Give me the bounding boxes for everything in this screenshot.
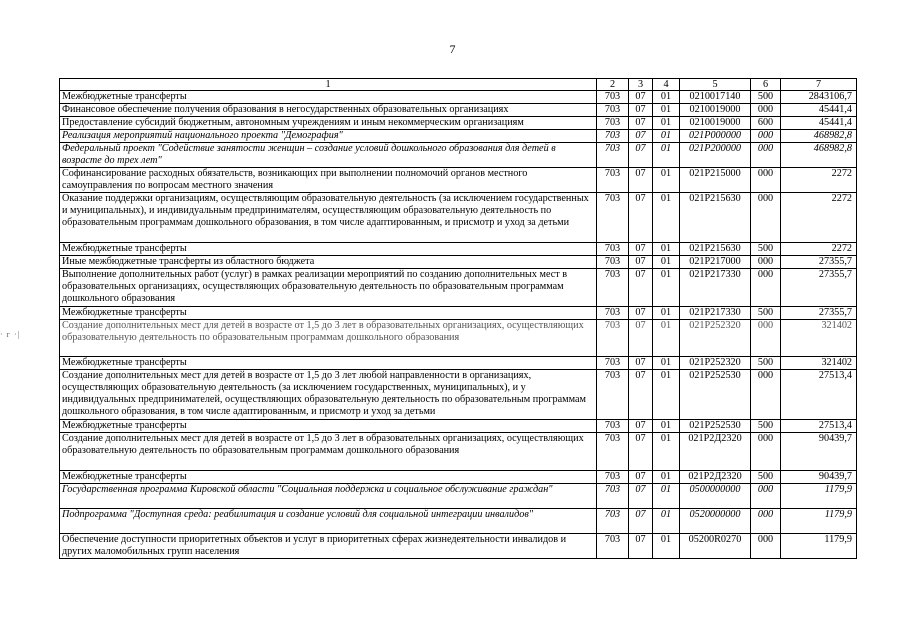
- code-5-cell: 021P000000: [680, 130, 751, 143]
- header-cell: 7: [781, 79, 857, 91]
- table-row: [60, 143, 857, 168]
- code-4-cell: 01: [653, 256, 680, 269]
- code-4-cell: 01: [653, 420, 680, 433]
- code-2-cell: 703: [597, 104, 629, 117]
- code-4-cell: 01: [653, 534, 680, 559]
- amount-cell: 2272: [781, 243, 857, 256]
- code-4-cell: 01: [653, 117, 680, 130]
- code-3-cell: 07: [629, 420, 653, 433]
- code-3-cell: 07: [629, 168, 653, 193]
- code-2-cell: 703: [597, 243, 629, 256]
- code-3-cell: 07: [629, 534, 653, 559]
- amount-cell: 468982,8: [781, 143, 857, 168]
- table-row: [60, 433, 857, 471]
- code-5-cell: 021P252530: [680, 370, 751, 420]
- code-3-cell: 07: [629, 143, 653, 168]
- row-name-cell: Иные межбюджетные трансферты из областного бюджета: [60, 256, 597, 269]
- code-6-cell: 000: [751, 168, 781, 193]
- code-2-cell: 703: [597, 433, 629, 471]
- code-5-cell: 021P2Д2320: [680, 433, 751, 471]
- code-3-cell: 07: [629, 370, 653, 420]
- code-5-cell: 0520000000: [680, 509, 751, 534]
- code-6-cell: 500: [751, 420, 781, 433]
- code-5-cell: 0210017140: [680, 91, 751, 104]
- row-name-cell: Подпрограмма "Доступная среда: реабилитация и создание условий для социальной интеграции инвалидов": [60, 509, 597, 534]
- code-2-cell: 703: [597, 534, 629, 559]
- amount-cell: 468982,8: [781, 130, 857, 143]
- code-5-cell: 0210019000: [680, 117, 751, 130]
- amount-cell: 45441,4: [781, 117, 857, 130]
- table-row: [60, 117, 857, 130]
- page-number: 7: [449, 42, 456, 56]
- code-6-cell: 000: [751, 269, 781, 307]
- code-2-cell: 703: [597, 256, 629, 269]
- amount-cell: 27355,7: [781, 307, 857, 320]
- amount-cell: 45441,4: [781, 104, 857, 117]
- code-5-cell: 021P215000: [680, 168, 751, 193]
- code-2-cell: 703: [597, 307, 629, 320]
- code-3-cell: 07: [629, 433, 653, 471]
- amount-cell: 1179,9: [781, 484, 857, 509]
- row-name-cell: Оказание поддержки организациям, осуществляющим образовательную деятельность (за исключением государственных и муниципальных), и индивидуальным предпринимателям, осуществляющим образовательную деятельность по образовательным программам дошкольного образования, в том числе адаптированным, и присмотр и уход за детьми: [60, 193, 597, 243]
- code-4-cell: 01: [653, 320, 680, 357]
- amount-cell: 90439,7: [781, 433, 857, 471]
- code-2-cell: 703: [597, 509, 629, 534]
- row-name-cell: Межбюджетные трансферты: [60, 357, 597, 370]
- row-name-cell: Предоставление субсидий бюджетным, автономным учреждениям и иным некоммерческим организациям: [60, 117, 597, 130]
- code-4-cell: 01: [653, 243, 680, 256]
- code-5-cell: 05200R0270: [680, 534, 751, 559]
- table-row: [60, 193, 857, 243]
- code-3-cell: 07: [629, 357, 653, 370]
- table-row: [60, 420, 857, 433]
- table-row: [60, 243, 857, 256]
- code-3-cell: 07: [629, 243, 653, 256]
- code-5-cell: 021P217330: [680, 307, 751, 320]
- amount-cell: 27355,7: [781, 269, 857, 307]
- table-row: [60, 471, 857, 484]
- amount-cell: 27513,4: [781, 370, 857, 420]
- table-row: [60, 320, 857, 357]
- budget-table: [59, 78, 857, 559]
- code-6-cell: 500: [751, 357, 781, 370]
- code-4-cell: 01: [653, 168, 680, 193]
- code-2-cell: 703: [597, 168, 629, 193]
- amount-cell: 1179,9: [781, 534, 857, 559]
- row-name-cell: Межбюджетные трансферты: [60, 243, 597, 256]
- code-5-cell: 0500000000: [680, 484, 751, 509]
- table-row: [60, 370, 857, 420]
- code-5-cell: 021P215630: [680, 243, 751, 256]
- table-row: [60, 168, 857, 193]
- table-row: [60, 484, 857, 509]
- code-2-cell: 703: [597, 484, 629, 509]
- code-4-cell: 01: [653, 357, 680, 370]
- header-cell: 4: [653, 79, 680, 91]
- table-row: [60, 307, 857, 320]
- header-cell: 3: [629, 79, 653, 91]
- amount-cell: 2272: [781, 168, 857, 193]
- code-3-cell: 07: [629, 471, 653, 484]
- code-4-cell: 01: [653, 307, 680, 320]
- table-header-row: [60, 79, 857, 91]
- code-3-cell: 07: [629, 484, 653, 509]
- code-4-cell: 01: [653, 370, 680, 420]
- code-6-cell: 000: [751, 370, 781, 420]
- row-name-cell: Финансовое обеспечение получения образования в негосударственных образовательных организациях: [60, 104, 597, 117]
- code-3-cell: 07: [629, 91, 653, 104]
- code-6-cell: 000: [751, 130, 781, 143]
- code-5-cell: 021P217000: [680, 256, 751, 269]
- header-cell: 1: [60, 79, 597, 91]
- code-6-cell: 500: [751, 243, 781, 256]
- code-5-cell: 021P200000: [680, 143, 751, 168]
- row-name-cell: Создание дополнительных мест для детей в возрасте от 1,5 до 3 лет в образовательных организациях, осуществляющих образовательную деятельность по образовательным программам дошкольного образования: [60, 320, 597, 357]
- code-5-cell: 021P252320: [680, 357, 751, 370]
- code-6-cell: 000: [751, 484, 781, 509]
- code-6-cell: 500: [751, 471, 781, 484]
- row-name-cell: Межбюджетные трансферты: [60, 420, 597, 433]
- code-6-cell: 000: [751, 320, 781, 357]
- code-4-cell: 01: [653, 91, 680, 104]
- code-3-cell: 07: [629, 256, 653, 269]
- code-5-cell: 021P252320: [680, 320, 751, 357]
- code-3-cell: 07: [629, 269, 653, 307]
- table-row: [60, 509, 857, 534]
- table-row: [60, 269, 857, 307]
- code-4-cell: 01: [653, 433, 680, 471]
- row-name-cell: Софинансирование расходных обязательств, возникающих при выполнении полномочий органов местного самоуправления по вопросам местного значения: [60, 168, 597, 193]
- code-6-cell: 500: [751, 307, 781, 320]
- table-row: [60, 91, 857, 104]
- row-name-cell: Создание дополнительных мест для детей в возрасте от 1,5 до 3 лет любой направленности в организациях, осуществляющих образовательную деятельность (за исключением государственных, муниципальных), и у индивидуальных предпринимателей, осуществляющих образовательную деятельность по образовательным программам дошкольного образования, в том числе адаптированным, и присмотр и уход за детьми: [60, 370, 597, 420]
- code-4-cell: 01: [653, 484, 680, 509]
- table-row: [60, 256, 857, 269]
- code-5-cell: 021P217330: [680, 269, 751, 307]
- code-4-cell: 01: [653, 104, 680, 117]
- code-2-cell: 703: [597, 320, 629, 357]
- table-row: [60, 357, 857, 370]
- code-4-cell: 01: [653, 509, 680, 534]
- code-6-cell: 000: [751, 256, 781, 269]
- table-row: [60, 534, 857, 559]
- table-row: [60, 130, 857, 143]
- row-name-cell: Межбюджетные трансферты: [60, 307, 597, 320]
- code-4-cell: 01: [653, 269, 680, 307]
- code-5-cell: 021P2Д2320: [680, 471, 751, 484]
- code-6-cell: 000: [751, 433, 781, 471]
- code-5-cell: 0210019000: [680, 104, 751, 117]
- code-5-cell: 021P252530: [680, 420, 751, 433]
- scan-marks: · г ·|: [0, 330, 21, 339]
- table-row: [60, 104, 857, 117]
- row-name-cell: Реализация мероприятий национального проекта "Демография": [60, 130, 597, 143]
- code-3-cell: 07: [629, 307, 653, 320]
- row-name-cell: Обеспечение доступности приоритетных объектов и услуг в приоритетных сферах жизнедеятельности инвалидов и других маломобильных групп населения: [60, 534, 597, 559]
- code-6-cell: 000: [751, 104, 781, 117]
- header-cell: 6: [751, 79, 781, 91]
- code-3-cell: 07: [629, 104, 653, 117]
- code-5-cell: 021P215630: [680, 193, 751, 243]
- code-6-cell: 000: [751, 534, 781, 559]
- amount-cell: 321402: [781, 357, 857, 370]
- header-cell: 5: [680, 79, 751, 91]
- amount-cell: 27513,4: [781, 420, 857, 433]
- code-4-cell: 01: [653, 193, 680, 243]
- code-4-cell: 01: [653, 471, 680, 484]
- row-name-cell: Межбюджетные трансферты: [60, 91, 597, 104]
- code-2-cell: 703: [597, 91, 629, 104]
- row-name-cell: Государственная программа Кировской области "Социальная поддержка и социальное обслуживание граждан": [60, 484, 597, 509]
- amount-cell: 90439,7: [781, 471, 857, 484]
- code-6-cell: 000: [751, 193, 781, 243]
- code-3-cell: 07: [629, 320, 653, 357]
- code-2-cell: 703: [597, 193, 629, 243]
- code-3-cell: 07: [629, 117, 653, 130]
- code-6-cell: 500: [751, 91, 781, 104]
- row-name-cell: Межбюджетные трансферты: [60, 471, 597, 484]
- row-name-cell: Выполнение дополнительных работ (услуг) в рамках реализации мероприятий по созданию дополнительных мест в образовательных организациях, осуществляющих образовательную деятельность по образовательным программам дошкольного образования: [60, 269, 597, 307]
- amount-cell: 27355,7: [781, 256, 857, 269]
- row-name-cell: Создание дополнительных мест для детей в возрасте от 1,5 до 3 лет в образовательных организациях, осуществляющих образовательную деятельность по образовательным программам дошкольного образования: [60, 433, 597, 471]
- code-4-cell: 01: [653, 143, 680, 168]
- code-6-cell: 600: [751, 117, 781, 130]
- code-2-cell: 703: [597, 117, 629, 130]
- code-3-cell: 07: [629, 509, 653, 534]
- code-3-cell: 07: [629, 193, 653, 243]
- code-4-cell: 01: [653, 130, 680, 143]
- code-2-cell: 703: [597, 471, 629, 484]
- code-2-cell: 703: [597, 130, 629, 143]
- amount-cell: 321402: [781, 320, 857, 357]
- code-6-cell: 000: [751, 509, 781, 534]
- code-2-cell: 703: [597, 143, 629, 168]
- amount-cell: 1179,9: [781, 509, 857, 534]
- header-cell: 2: [597, 79, 629, 91]
- code-2-cell: 703: [597, 269, 629, 307]
- code-6-cell: 000: [751, 143, 781, 168]
- row-name-cell: Федеральный проект "Содействие занятости женщин – создание условий дошкольного образования для детей в возрасте до трех лет": [60, 143, 597, 168]
- amount-cell: 2843106,7: [781, 91, 857, 104]
- code-2-cell: 703: [597, 370, 629, 420]
- amount-cell: 2272: [781, 193, 857, 243]
- code-2-cell: 703: [597, 420, 629, 433]
- code-2-cell: 703: [597, 357, 629, 370]
- code-3-cell: 07: [629, 130, 653, 143]
